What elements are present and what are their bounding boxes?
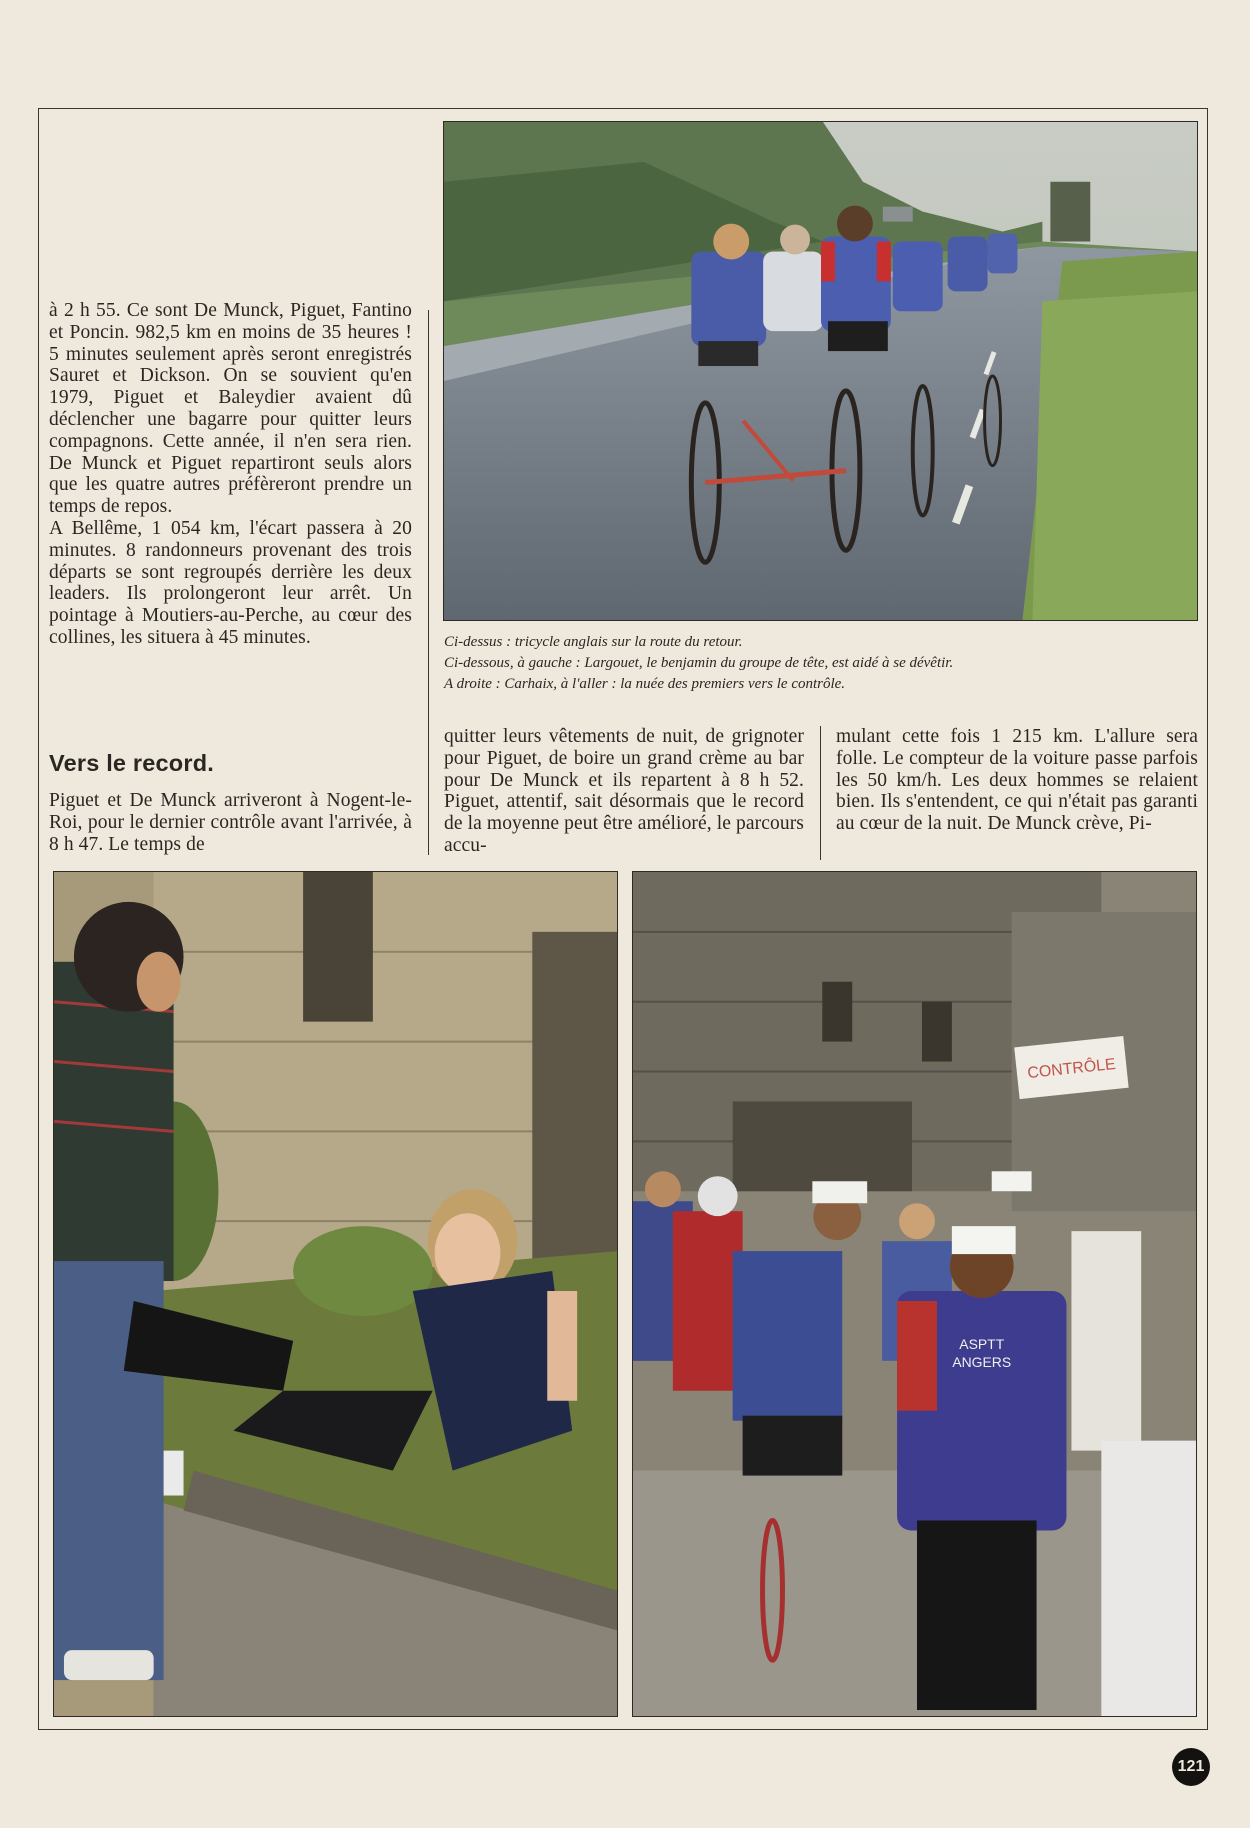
caption-line-1: Ci-dessus : tricycle anglais sur la route du retour. [444, 634, 743, 650]
article-column-left [49, 300, 412, 649]
caption-line-3: A droite : Carhaix, à l'aller : la nuée des premiers vers le contrôle. [444, 676, 846, 692]
article-paragraph-3: Piguet et De Munck arriveront à Nogent-le-Roi, pour le dernier contrôle avant l'arrivée, à 8 h 47. Le temps de [49, 790, 412, 855]
photo-caption [444, 632, 1204, 695]
article-column-left-bottom [49, 790, 412, 855]
banner-text: CONTRÔLE [1026, 1055, 1117, 1083]
jersey-text-1: ASPTT [959, 1335, 1005, 1352]
photo-carhaix [632, 871, 1197, 1717]
article-paragraph-5: mulant cette fois 1 215 km. L'allure sera folle. Le compteur de la voiture passe parfois les 50 km/h. Les deux hommes se relaient bien. Ils s'entendent, ce qui n'était pas garanti au cœur de la nuit. De Munck crève, Pi- [836, 726, 1198, 835]
column-rule-middle [820, 726, 821, 860]
photo-largouet [53, 871, 618, 1717]
section-heading: Vers le record. [49, 750, 214, 776]
column-rule-left [428, 310, 429, 855]
photo-tricycle-road [443, 121, 1198, 621]
jersey-text-2: ANGERS [952, 1353, 1012, 1370]
article-paragraph-1: à 2 h 55. Ce sont De Munck, Piguet, Fantino et Poncin. 982,5 km en moins de 35 heures ! 5 minutes seulement après seront enregistrés Sauret et Dickson. On se souvient qu'en 1979, Piguet et Baleydier avaient dû déclencher une bagarre pour quitter leurs compagnons. Cette année, il n'en sera rien. De Munck et Piguet repartiront seuls alors que les quatre autres préfèreront prendre un temps de repos. [49, 300, 412, 518]
caption-line-2: Ci-dessous, à gauche : Largouet, le benjamin du groupe de tête, est aidé à se dévêtir. [444, 655, 954, 671]
article-column-middle [444, 726, 804, 857]
article-paragraph-2: A Bellême, 1 054 km, l'écart passera à 20 minutes. 8 randonneurs provenant des trois départs se sont regroupés derrière les deux leaders. Ils prolongeront leur arrêt. Un pointage à Moutiers-au-Perche, au cœur des collines, les situera à 45 minutes. [49, 517, 412, 648]
article-paragraph-4: quitter leurs vêtements de nuit, de grignoter pour Piguet, de boire un grand crème au bar pour De Munck et ils repartent à 8 h 52. Piguet, attentif, sait désormais que le record de la moyenne peut être amélioré, le parcours accu- [444, 726, 804, 856]
article-column-right [836, 726, 1198, 835]
page-number: 121 [1172, 1748, 1210, 1786]
